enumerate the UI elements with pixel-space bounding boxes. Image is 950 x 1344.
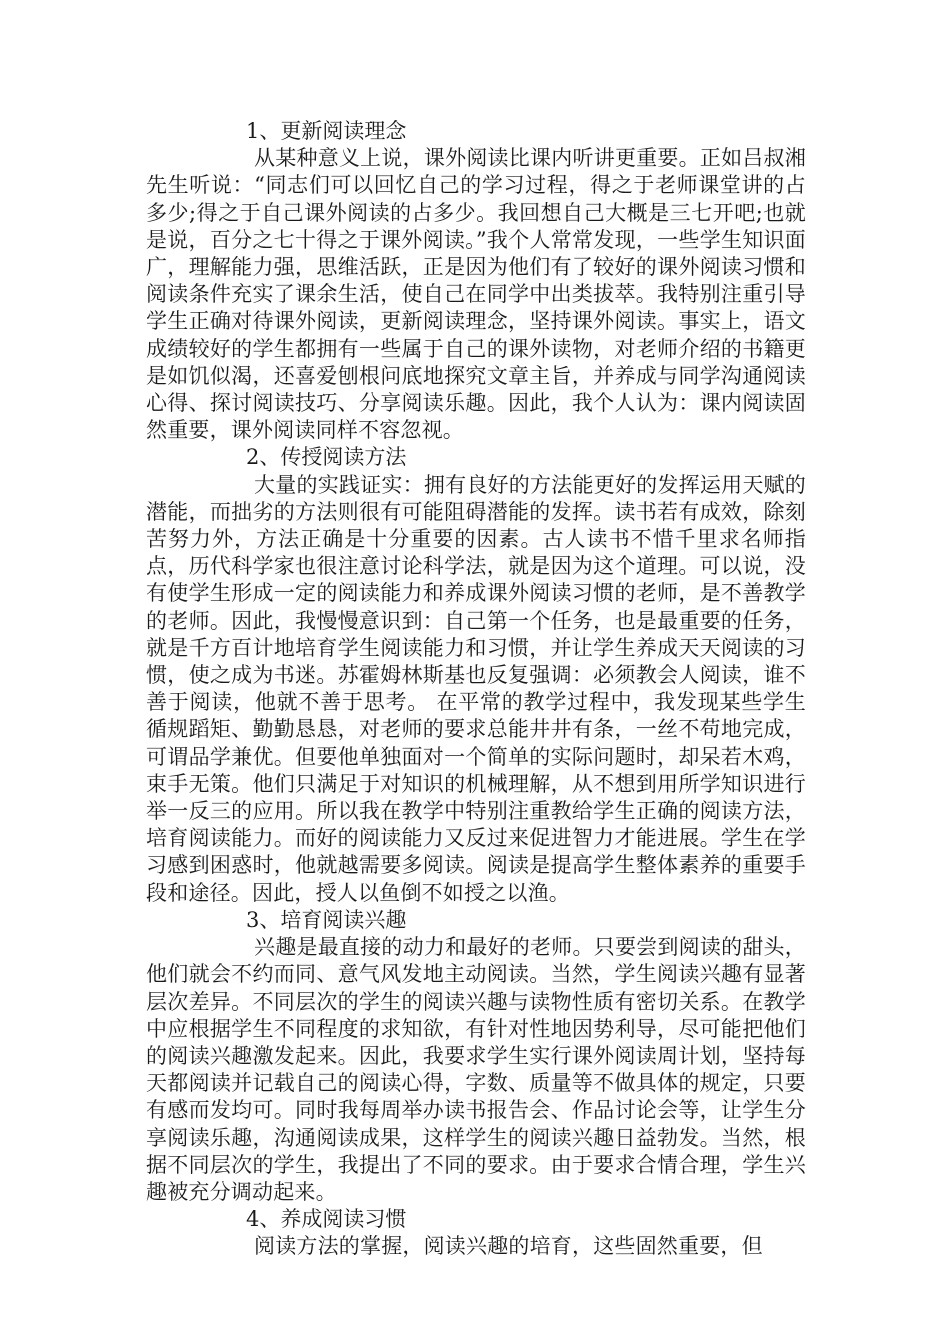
section-2-paragraph: 大量的实践证实：拥有良好的方法能更好的发挥运用天赋的潜能，而拙劣的方法则很有可能阻碍潜能的发挥。读书若有成效，除刻苦努力外，方法正确是十分重要的因素。古人读书不惜千里求名师指点，历代科学家也很注意讨论科学法，就是因为这个道理。可以说，没有使学生形成一定的阅读能力和养成课外阅读习惯的老师，是不善教学的老师。因此，我慢慢意识到：自己第一个任务，也是最重要的任务，就是千方百计地培育学生阅读能力和习惯，并让学生养成天天阅读的习惯，使之成为书迷。苏霍姆林斯基也反复强调：必须教会人阅读，谁不善于阅读，他就不善于思考。 在平常的教学过程中，我发现某些学生循规蹈矩、勤勤恳恳，对老师的要求总能井井有条，一丝不苟地完成，可谓品学兼优。但要他单独面对一个简单的实际问题时，却呆若木鸡，束手无策。他们只满足于对知识的机械理解，从不想到用所学知识进行举一反三的应用。所以我在教学中特别注重教给学生正确的阅读方法，培育阅读能力。而好的阅读能力又反过来促进智力才能进展。学生在学习感到困惑时，他就越需要多阅读。阅读是提高学生整体素养的重要手段和途径。因此，授人以鱼倒不如授之以渔。 — [146, 472, 806, 905]
section-2-heading: 2、传授阅读方法 — [246, 445, 407, 470]
section-1-heading: 1、更新阅读理念 — [246, 119, 407, 143]
section-4-heading: 4、养成阅读习惯 — [246, 1207, 407, 1232]
section-1-paragraph: 从某种意义上说，课外阅读比课内听讲更重要。正如吕叔湘先生听说：“同志们可以回忆自己的学习过程，得之于老师课堂讲的占多少;得之于自己课外阅读的占多少。我回想自己大概是三七开吧;也就是说，百分之七十得之于课外阅读。”我个人常常发现，一些学生知识面广，理解能力强，思维活跃，正是因为他们有了较好的课外阅读习惯和阅读条件充实了课余生活，使自己在同学中出类拔萃。我特别注重引导学生正确对待课外阅读，更新阅读理念，坚持课外阅读。事实上，语文成绩较好的学生都拥有一些属于自己的课外读物，对老师介绍的书籍更是如饥似渴，还喜爱刨根问底地探究文章主旨，并养成与同学沟通阅读心得、探讨阅读技巧、分享阅读乐趣。因此，我个人认为：课内阅读固然重要，课外阅读同样不容忽视。 — [146, 146, 806, 443]
document-page — [146, 118, 806, 1261]
section-4-paragraph: 阅读方法的掌握，阅读兴趣的培育，这些固然重要，但 — [254, 1234, 763, 1259]
section-3-paragraph: 兴趣是最直接的动力和最好的老师。只要尝到阅读的甜头，他们就会不约而同、意气风发地主动阅读。当然，学生阅读兴趣有显著层次差异。不同层次的学生的阅读兴趣与读物性质有密切关系。在教学中应根据学生不同程度的求知欲，有针对性地因势利导，尽可能把他们的阅读兴趣激发起来。因此，我要求学生实行课外阅读周计划，坚持每天都阅读并记载自己的阅读心得，字数、质量等不做具体的规定，只要有感而发均可。同时我每周举办读书报告会、作品讨论会等，让学生分享阅读乐趣，沟通阅读成果，这样学生的阅读兴趣日益勃发。当然，根据不同层次的学生，我提出了不同的要求。由于要求合情合理，学生兴趣被充分调动起来。 — [146, 935, 806, 1204]
section-3-heading: 3、培育阅读兴趣 — [246, 907, 407, 932]
